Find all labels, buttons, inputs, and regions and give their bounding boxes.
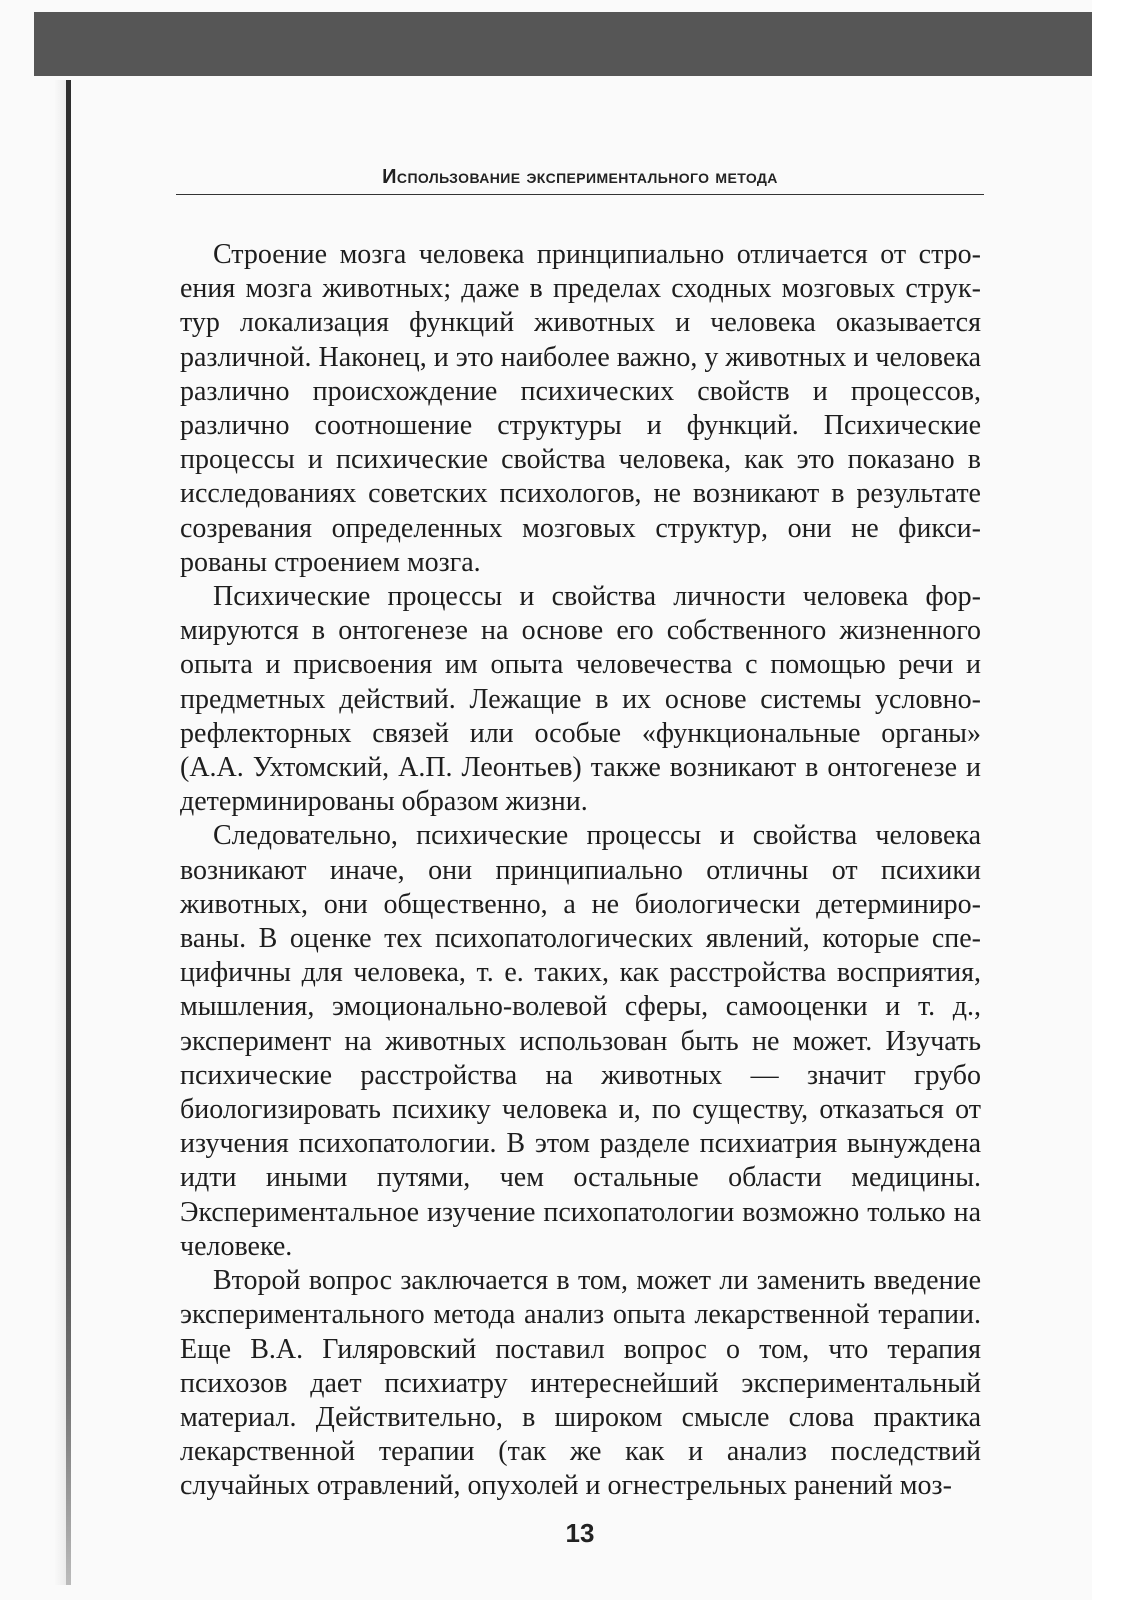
running-title: Использование экспериментального метода [382, 166, 778, 188]
body-text [180, 238, 981, 1504]
page-number: 13 [565, 1518, 595, 1548]
page-spine-edge [66, 80, 71, 1585]
spine-shadow [54, 80, 66, 1585]
running-header [176, 166, 984, 195]
paragraph-2: Психические процессы и свойства личности человека формируются в онтогенезе на основе его собственного жизненного опыта и присвоения им опыта человечества с помощью речи и предметных действий. Лежащие в их основе системы условнорефлекторных связей или особые «функциональные органы» (А.А. Ухтомский, А.П. Леонтьев) также возникают в онтогенезе и детерминированы образом жизни. [180, 581, 981, 818]
paragraph-3: Следовательно, психические процессы и свойства человека возникают иначе, они принципиально отличны от психики животных, они общественно, а не биологически детерминированы. В оценке тех психопатологических явлений, которые специфичны для человека, т. е. таких, как расстройства восприятия, мышления, эмоционально-волевой сферы, самооценки и т. д., эксперимент на животных использован быть не может. Изучать психические расстройства на животных — значит грубо биологизировать психику человека и, по существу, отказаться от изучения психопатологии. В этом разделе психиатрия вынуждена идти иными путями, чем остальные области медицины. Экспериментальное изучение психопатологии возможно только на человеке. [180, 820, 981, 1262]
paragraph-1: Строение мозга человека принципиально отличается от строения мозга животных; даже в пределах сходных мозговых структур локализация функций животных и человека оказывается различной. Наконец, и это наиболее важно, у животных и человека различно происхождение психических свойств и процессов, различно соотношение структуры и функций. Психические процессы и психические свойства человека, как это показано в исследованиях советских психологов, не возникают в результате созревания определенных мозговых структур, они не фиксированы строением мозга. [180, 239, 981, 578]
scan-right-margin [1092, 0, 1132, 1600]
paragraph-4: Второй вопрос заключается в том, может ли заменить введение экспериментального метода анализ опыта лекарственной терапии. Еще В.А. Гиляровский поставил вопрос о том, что терапия психозов дает психиатру интереснейший экспериментальный материал. Действительно, в широком смысле слова практика лекарственной терапии (так же как и анализ последствий случайных отравлений, опухолей и огнестрельных ранений моз- [180, 1265, 981, 1502]
scan-top-band [34, 12, 1094, 76]
